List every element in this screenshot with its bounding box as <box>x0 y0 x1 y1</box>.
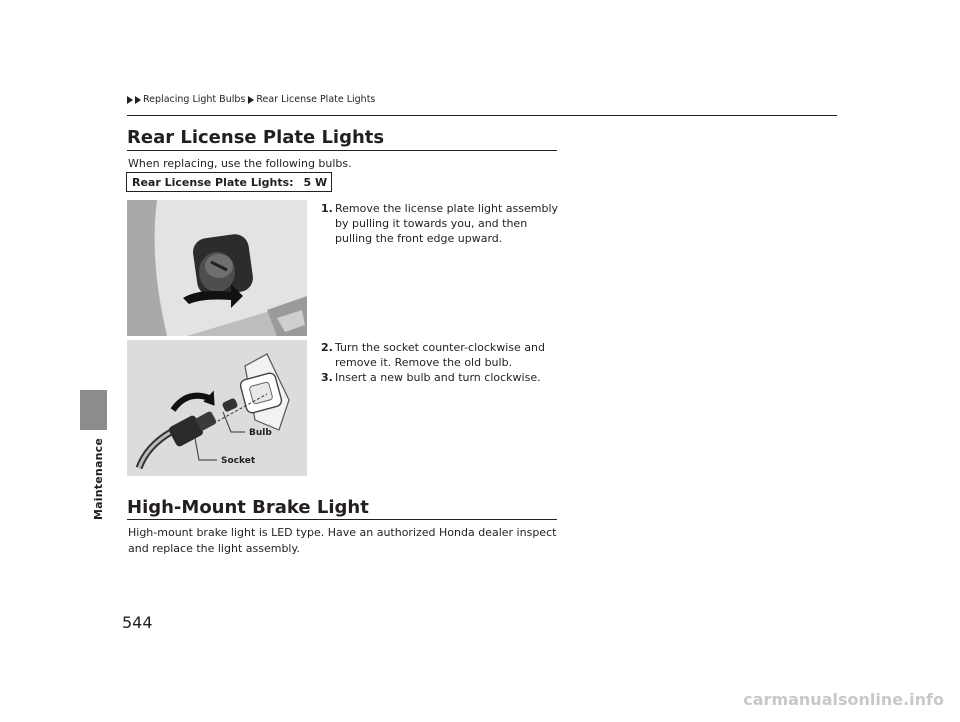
breadcrumb-parent[interactable]: Replacing Light Bulbs <box>143 94 246 105</box>
header-rule <box>127 115 837 116</box>
bulb-callout: Bulb <box>249 428 272 438</box>
bulb-spec-box <box>126 172 332 192</box>
figure-socket-bulb <box>127 340 307 476</box>
figure-remove-assembly <box>127 200 307 336</box>
breadcrumb <box>127 94 375 105</box>
page-number: 544 <box>122 613 153 632</box>
brake-light-text: High-mount brake light is LED type. Have an authorized Honda dealer inspect and replace the light assembly. <box>128 526 557 555</box>
step-text: Insert a new bulb and turn clockwise. <box>335 371 541 384</box>
breadcrumb-arrow-icon <box>127 96 133 104</box>
section-tab <box>80 390 107 430</box>
title-rule <box>127 519 557 520</box>
step-item <box>321 340 561 370</box>
steps-part-1 <box>321 201 561 246</box>
breadcrumb-arrow-icon <box>248 96 254 104</box>
section-side-label: Maintenance <box>92 438 105 520</box>
watermark-logo: carmanualsonline.info <box>743 690 944 709</box>
step-item <box>321 201 561 246</box>
breadcrumb-arrow-icon <box>135 96 141 104</box>
intro-text: When replacing, use the following bulbs. <box>128 157 352 170</box>
title-rule <box>127 150 557 151</box>
bulb-spec-value: 5 W <box>303 175 328 189</box>
step-text: Remove the license plate light assembly by pulling it towards you, and then pulling the front edge upward. <box>335 202 559 245</box>
step-number: 2. <box>321 341 333 354</box>
section-title-brake-light: High-Mount Brake Light <box>127 497 369 518</box>
step-item <box>321 370 561 385</box>
section-title-license-plate: Rear License Plate Lights <box>127 127 385 148</box>
step-number: 3. <box>321 371 333 384</box>
step-text: Turn the socket counter-clockwise and remove it. Remove the old bulb. <box>335 341 546 369</box>
step-number: 1. <box>321 202 333 215</box>
socket-callout: Socket <box>221 456 256 466</box>
bulb-spec-label: Rear License Plate Lights: <box>132 175 294 189</box>
breadcrumb-current[interactable]: Rear License Plate Lights <box>256 94 376 105</box>
steps-part-2 <box>321 340 561 385</box>
